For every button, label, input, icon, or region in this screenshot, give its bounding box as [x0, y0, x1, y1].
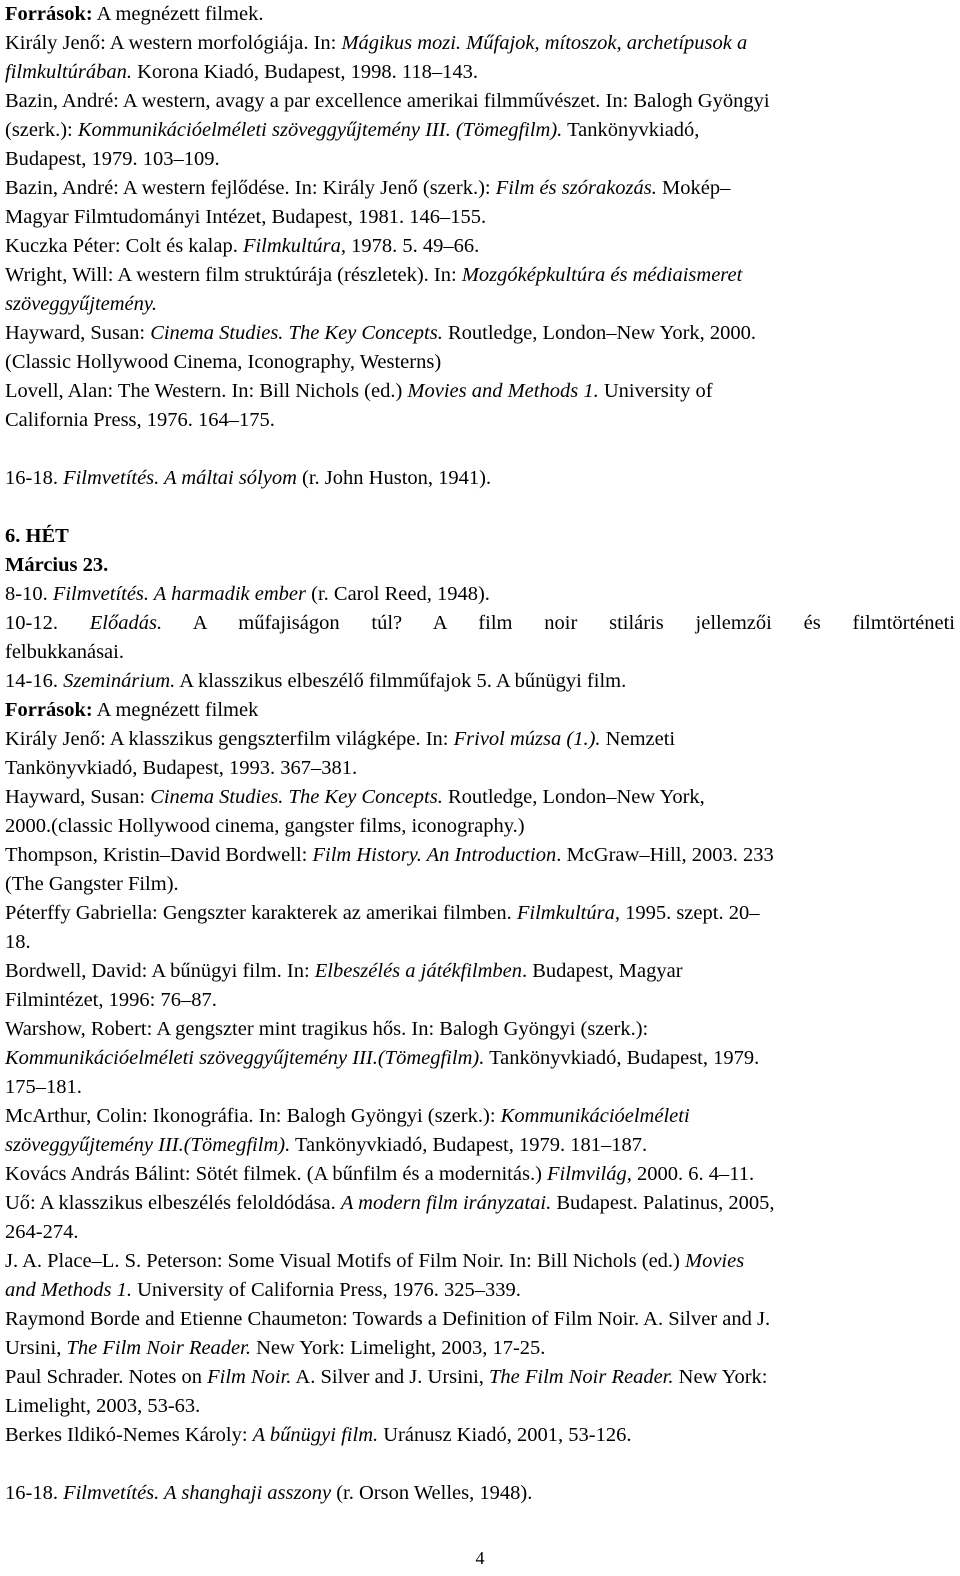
line-text: felbukkanásai.	[5, 641, 124, 663]
reference-line	[5, 116, 699, 145]
reference-line	[5, 1218, 78, 1247]
italic-text: Elbeszélés a játékfilmben	[314, 960, 522, 982]
line-text: Péterffy Gabriella: Gengszter karakterek az amerikai filmben.	[5, 902, 517, 924]
line-text: Ursini,	[5, 1337, 67, 1359]
line-text: Filmintézet, 1996: 76–87.	[5, 989, 217, 1011]
line-text: Bordwell, David: A bűnügyi film. In:	[5, 960, 315, 982]
reference-line	[5, 232, 479, 261]
line-text: Berkes Ildikó-Nemes Károly:	[5, 1424, 253, 1446]
bold-text: Források:	[5, 699, 93, 721]
italic-text: Film History. An Introduction	[312, 844, 557, 866]
line-text: Kovács András Bálint: Sötét filmek. (A bűnfilm és a modernitás.)	[5, 1163, 548, 1185]
line-text: Uő: A klasszikus elbeszélés feloldódása.	[5, 1192, 341, 1214]
line-text: Thompson, Kristin–David Bordwell:	[5, 844, 313, 866]
italic-text: Filmvetítés. A máltai sólyom	[63, 467, 297, 489]
line-text: 2000.(classic Hollywood cinema, gangster films, iconography.)	[5, 815, 525, 837]
reference-line	[5, 1131, 647, 1160]
italic-text: Cinema Studies. The Key Concepts.	[150, 322, 443, 344]
italic-text: Filmvetítés. A shanghaji asszony	[63, 1482, 332, 1504]
line-text: Bazin, André: A western, avagy a par excellence amerikai filmművészet. In: Balogh Gyöngyi	[5, 90, 770, 112]
screening-line	[5, 464, 491, 493]
line-text: Budapest, 1979. 103–109.	[5, 148, 220, 170]
line-text: Király Jenő: A klasszikus gengszterfilm világképe. In:	[5, 728, 454, 750]
line-text: New York:	[673, 1366, 768, 1388]
italic-text: Mágikus mozi. Műfajok, mítoszok, archetípusok a	[341, 32, 748, 54]
line-text: (Classic Hollywood Cinema, Iconography, Westerns)	[5, 351, 442, 373]
reference-line	[5, 1102, 690, 1131]
reference-line	[5, 261, 742, 290]
line-text: 14-16.	[5, 670, 64, 692]
reference-line	[5, 319, 756, 348]
italic-text: szöveggyűjtemény III.(Tömegfilm).	[5, 1134, 291, 1156]
reference-line	[5, 812, 525, 841]
reference-line	[5, 406, 275, 435]
line-text: (szerk.):	[5, 119, 78, 141]
date-heading	[5, 551, 108, 580]
reference-line	[5, 783, 705, 812]
line-text: Uránusz Kiadó, 2001, 53-126.	[378, 1424, 632, 1446]
line-text: Tankönyvkiadó, Budapest, 1979.	[484, 1047, 760, 1069]
line-text: Tankönyvkiadó,	[562, 119, 700, 141]
italic-text: and Methods 1.	[5, 1279, 132, 1301]
line-text: 8-10.	[5, 583, 53, 605]
line-text: Wright, Will: A western film struktúrája (részletek). In:	[5, 264, 462, 286]
reference-line	[5, 725, 675, 754]
line-text: 10-12.	[5, 612, 90, 634]
line-text: A klasszikus elbeszélő filmműfajok 5. A bűnügyi film.	[175, 670, 627, 692]
line-text: Routledge, London–New York,	[442, 786, 705, 808]
italic-text: Movies and Methods 1.	[407, 380, 599, 402]
line-text: Tankönyvkiadó, Budapest, 1979. 181–187.	[290, 1134, 648, 1156]
reference-line	[5, 348, 441, 377]
line-text: A műfajiságon túl? A film noir stiláris jellemzői és filmtörténeti	[162, 612, 955, 634]
line-text: 1995. szept. 20–	[619, 902, 760, 924]
line-text: . McGraw–Hill, 2003. 233	[556, 844, 774, 866]
italic-text: Filmkultúra,	[516, 902, 620, 924]
italic-text: The Film Noir Reader.	[66, 1337, 251, 1359]
reference-line	[5, 1015, 648, 1044]
italic-text: Kommunikációelméleti	[500, 1105, 690, 1127]
italic-text: Cinema Studies. The Key Concepts.	[150, 786, 443, 808]
italic-text: Movies	[685, 1250, 745, 1272]
line-text: Nemzeti	[600, 728, 676, 750]
reference-line	[5, 754, 357, 783]
line-text: 1978. 5. 49–66.	[346, 235, 480, 257]
line-text: Kuczka Péter: Colt és kalap.	[5, 235, 243, 257]
line-text: 2000. 6. 4–11.	[631, 1163, 755, 1185]
bold-text: Március 23.	[5, 554, 109, 576]
line-text: Budapest. Palatinus, 2005,	[551, 1192, 775, 1214]
reference-line	[5, 870, 179, 899]
reference-line	[5, 899, 759, 928]
lecture-line	[5, 609, 955, 638]
reference-line	[5, 1073, 82, 1102]
line-text: J. A. Place–L. S. Peterson: Some Visual Motifs of Film Noir. In: Bill Nichols (ed.)	[5, 1250, 685, 1272]
italic-text: A bűnügyi film.	[252, 1424, 379, 1446]
sources-heading-line	[5, 696, 258, 725]
line-text: 18.	[5, 931, 31, 953]
page-number: 4	[475, 1548, 485, 1568]
reference-line	[5, 203, 486, 232]
line-text: 175–181.	[5, 1076, 82, 1098]
bold-text: 6. HÉT	[5, 525, 69, 547]
reference-line	[5, 1305, 770, 1334]
italic-text: filmkultúrában.	[5, 61, 132, 83]
line-text: A megnézett filmek	[92, 699, 259, 721]
line-text: McArthur, Colin: Ikonográfia. In: Balogh Gyöngyi (szerk.):	[5, 1105, 501, 1127]
reference-line	[5, 377, 713, 406]
line-text: University of	[598, 380, 713, 402]
line-text: (r. Carol Reed, 1948).	[306, 583, 490, 605]
line-text: New York: Limelight, 2003, 17-25.	[251, 1337, 546, 1359]
line-text: Limelight, 2003, 53-63.	[5, 1395, 201, 1417]
reference-line	[5, 1160, 754, 1189]
reference-line	[5, 928, 31, 957]
italic-text: szöveggyűjtemény.	[5, 293, 157, 315]
reference-line	[5, 957, 683, 986]
line-text: Mokép–	[656, 177, 731, 199]
italic-text: Mozgóképkultúra és médiaismeret	[461, 264, 743, 286]
line-text: A megnézett filmek.	[92, 3, 264, 25]
italic-text: A modern film irányzatai.	[340, 1192, 552, 1214]
line-text: 16-18.	[5, 1482, 64, 1504]
screening-line	[5, 580, 490, 609]
line-text: 264-274.	[5, 1221, 79, 1243]
reference-line	[5, 1334, 545, 1363]
line-text: Hayward, Susan:	[5, 322, 151, 344]
line-text: Bazin, André: A western fejlődése. In: Király Jenő (szerk.):	[5, 177, 496, 199]
reference-line	[5, 841, 774, 870]
line-text: Routledge, London–New York, 2000.	[442, 322, 757, 344]
italic-text: Frivol múzsa (1.).	[453, 728, 601, 750]
line-text: . Budapest, Magyar	[522, 960, 683, 982]
reference-line	[5, 1044, 759, 1073]
italic-text: Filmvetítés. A harmadik ember	[52, 583, 306, 605]
line-text: A. Silver and J. Ursini,	[291, 1366, 490, 1388]
line-text: Lovell, Alan: The Western. In: Bill Nichols (ed.)	[5, 380, 408, 402]
seminar-line	[5, 667, 626, 696]
lecture-line	[5, 638, 124, 667]
line-text: (The Gangster Film).	[5, 873, 179, 895]
italic-text: Kommunikációelméleti szöveggyűjtemény III. (Tömegfilm).	[77, 119, 563, 141]
bold-text: Források:	[5, 3, 93, 25]
italic-text: Filmvilág,	[547, 1163, 632, 1185]
italic-text: Film és szórakozás.	[495, 177, 657, 199]
week-heading	[5, 522, 69, 551]
line-text: Raymond Borde and Etienne Chaumeton: Towards a Definition of Film Noir. A. Silver and J.	[5, 1308, 771, 1330]
italic-text: Filmkultúra,	[242, 235, 347, 257]
line-text: Warshow, Robert: A gengszter mint tragikus hős. In: Balogh Gyöngyi (szerk.):	[5, 1018, 649, 1040]
line-text: (r. Orson Welles, 1948).	[331, 1482, 533, 1504]
line-text: Korona Kiadó, Budapest, 1998. 118–143.	[131, 61, 478, 83]
reference-line	[5, 29, 747, 58]
line-text: Magyar Filmtudományi Intézet, Budapest, 1981. 146–155.	[5, 206, 487, 228]
italic-text: The Film Noir Reader.	[489, 1366, 674, 1388]
reference-line	[5, 58, 478, 87]
reference-line	[5, 87, 770, 116]
reference-line	[5, 1421, 631, 1450]
line-text: University of California Press, 1976. 325–339.	[131, 1279, 521, 1301]
italic-text: Film Noir.	[207, 1366, 292, 1388]
reference-line	[5, 1247, 744, 1276]
line-text: California Press, 1976. 164–175.	[5, 409, 275, 431]
reference-line	[5, 174, 730, 203]
italic-text: Kommunikációelméleti szöveggyűjtemény III.(Tömegfilm).	[5, 1047, 485, 1069]
italic-text: Szeminárium.	[63, 670, 176, 692]
screening-line	[5, 1479, 532, 1508]
line-text: Hayward, Susan:	[5, 786, 151, 808]
line-text: Király Jenő: A western morfológiája. In:	[5, 32, 342, 54]
italic-text: Előadás.	[89, 612, 163, 634]
reference-line	[5, 1392, 200, 1421]
reference-line	[5, 1276, 521, 1305]
reference-line	[5, 1189, 774, 1218]
reference-line	[5, 290, 157, 319]
reference-line	[5, 986, 217, 1015]
line-text: (r. John Huston, 1941).	[296, 467, 492, 489]
reference-line	[5, 1363, 768, 1392]
line-text: 16-18.	[5, 467, 64, 489]
sources-heading-line	[5, 0, 263, 29]
reference-line	[5, 145, 220, 174]
line-text: Tankönyvkiadó, Budapest, 1993. 367–381.	[5, 757, 358, 779]
line-text: Paul Schrader. Notes on	[5, 1366, 208, 1388]
